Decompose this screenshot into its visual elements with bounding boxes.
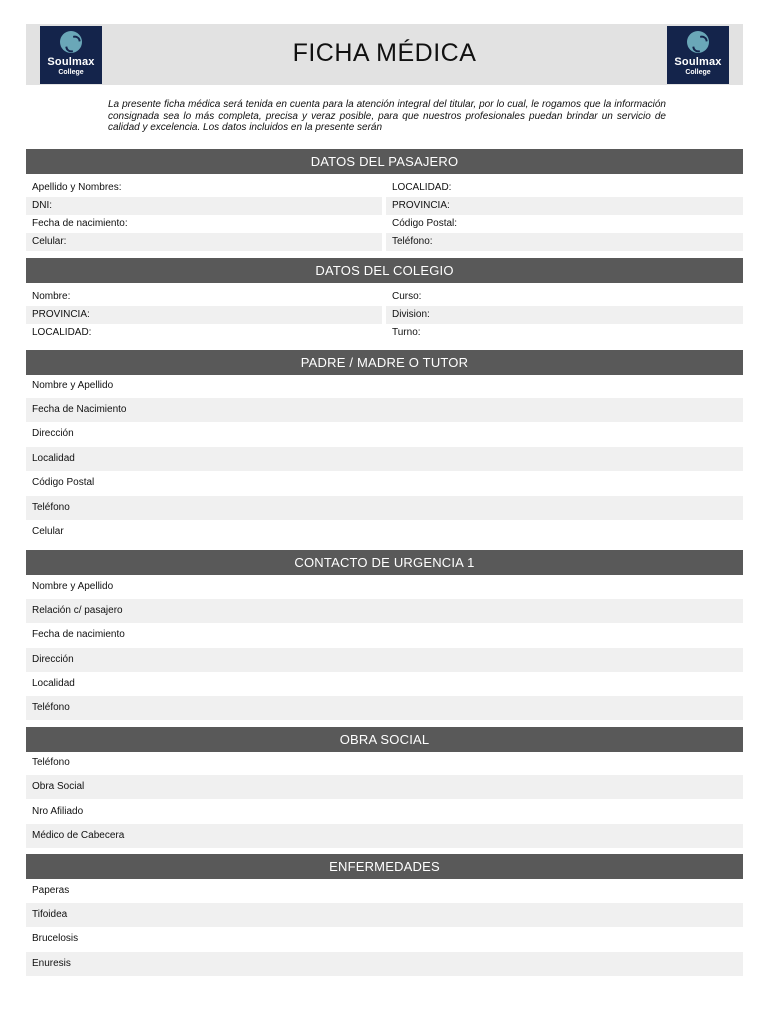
section-title-enfermedades: ENFERMEDADES: [26, 854, 743, 879]
field-fecha-nacimiento[interactable]: Fecha de nacimiento:: [32, 218, 128, 229]
section-title-colegio: DATOS DEL COLEGIO: [26, 258, 743, 283]
field-colegio-localidad[interactable]: LOCALIDAD:: [32, 327, 92, 338]
section-title-obra-social: OBRA SOCIAL: [26, 727, 743, 752]
soulmax-mark-icon: [687, 31, 709, 53]
colegio-row: [26, 306, 743, 324]
field-colegio-nombre[interactable]: Nombre:: [32, 291, 71, 302]
field-division[interactable]: Division:: [386, 306, 743, 324]
soulmax-logo-right: [667, 26, 729, 84]
logo-name: Soulmax: [674, 56, 722, 68]
pasajero-row: [26, 197, 743, 215]
field-colegio-provincia[interactable]: PROVINCIA:: [26, 306, 382, 324]
field-localidad[interactable]: LOCALIDAD:: [392, 182, 452, 193]
colegio-row: [26, 324, 743, 342]
field-telefono[interactable]: Teléfono:: [386, 233, 743, 251]
field-tutor-codigo-postal[interactable]: Código Postal: [32, 477, 95, 488]
pasajero-row: [26, 233, 743, 251]
logo-name: Soulmax: [47, 56, 95, 68]
field-dni[interactable]: DNI:: [26, 197, 382, 215]
field-urgencia-nombre[interactable]: Nombre y Apellido: [32, 581, 114, 592]
field-paperas[interactable]: Paperas: [32, 885, 70, 896]
pasajero-row: [26, 179, 743, 197]
field-apellido-nombres[interactable]: Apellido y Nombres:: [32, 182, 122, 193]
field-obra-social-telefono[interactable]: Teléfono: [32, 757, 70, 768]
field-turno[interactable]: Turno:: [392, 327, 421, 338]
section-title-urgencia: CONTACTO DE URGENCIA 1: [26, 550, 743, 575]
field-brucelosis[interactable]: Brucelosis: [32, 933, 79, 944]
field-tutor-direccion[interactable]: Dirección: [32, 428, 74, 439]
field-tutor-nombre[interactable]: Nombre y Apellido: [32, 380, 114, 391]
pasajero-row: [26, 215, 743, 233]
field-codigo-postal[interactable]: Código Postal:: [392, 218, 458, 229]
field-obra-social[interactable]: Obra Social: [26, 775, 743, 799]
field-tifoidea[interactable]: Tifoidea: [26, 903, 743, 927]
field-enuresis[interactable]: Enuresis: [26, 952, 743, 976]
logo-sub: College: [58, 69, 84, 76]
logo-sub: College: [685, 69, 711, 76]
page-title: FICHA MÉDICA: [292, 39, 477, 67]
field-tutor-telefono[interactable]: Teléfono: [26, 496, 743, 520]
field-urgencia-fecha-nacimiento[interactable]: Fecha de nacimiento: [32, 629, 125, 640]
field-urgencia-relacion[interactable]: Relación c/ pasajero: [26, 599, 743, 623]
field-nro-afiliado[interactable]: Nro Afiliado: [32, 806, 84, 817]
field-curso[interactable]: Curso:: [392, 291, 422, 302]
field-tutor-localidad[interactable]: Localidad: [26, 447, 743, 471]
field-urgencia-telefono[interactable]: Teléfono: [26, 696, 743, 720]
field-urgencia-localidad[interactable]: Localidad: [32, 678, 75, 689]
section-title-pasajero: DATOS DEL PASAJERO: [26, 149, 743, 174]
field-urgencia-direccion[interactable]: Dirección: [26, 648, 743, 672]
colegio-row: [26, 288, 743, 306]
intro-paragraph: La presente ficha médica será tenida en cuenta para la atención integral del titular, por lo cual, le rogamos que la información consignada sea lo más completa, precisa y veraz posible, para que nuestros profesionales puedan brindar un servicio de calidad y excelencia. Los datos incluidos en la presente serán: [108, 99, 666, 134]
field-provincia[interactable]: PROVINCIA:: [386, 197, 743, 215]
section-title-tutor: PADRE / MADRE O TUTOR: [26, 350, 743, 375]
field-celular[interactable]: Celular:: [26, 233, 382, 251]
field-tutor-fecha-nacimiento[interactable]: Fecha de Nacimiento: [26, 398, 743, 422]
field-tutor-celular[interactable]: Celular: [32, 526, 64, 537]
form-header: [26, 24, 743, 85]
field-medico-cabecera[interactable]: Médico de Cabecera: [26, 824, 743, 848]
